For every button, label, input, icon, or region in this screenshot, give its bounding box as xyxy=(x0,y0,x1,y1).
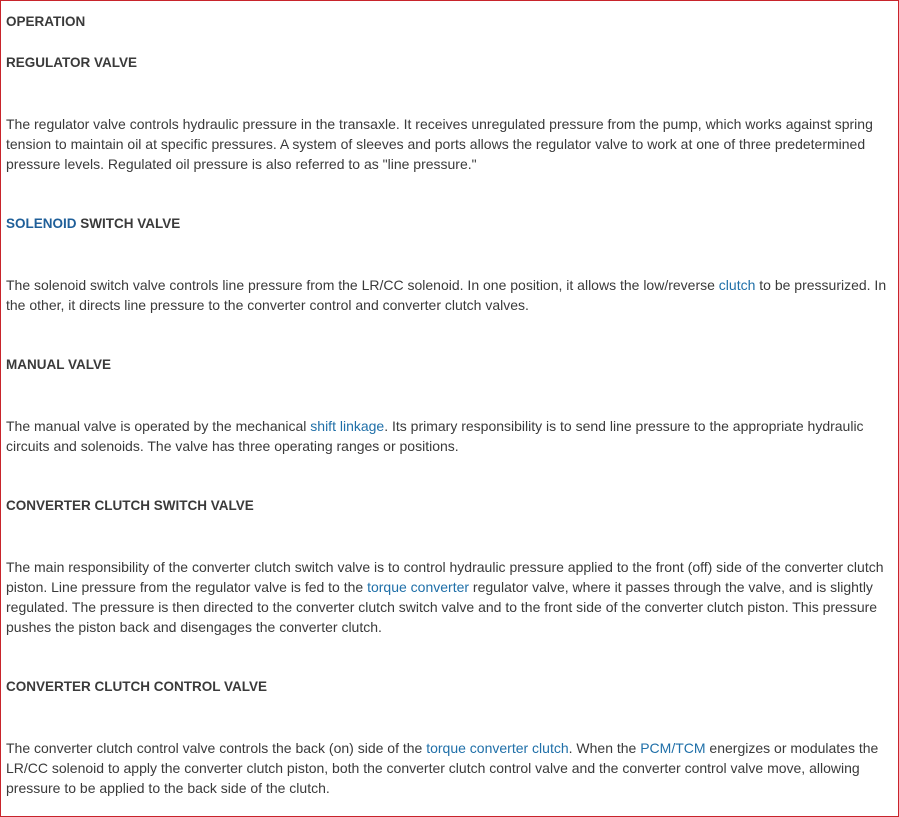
torque-converter-link[interactable]: torque converter xyxy=(367,579,470,595)
paragraph-regulator-valve: The regulator valve controls hydraulic pressure in the transaxle. It receives unregulated pressure from the pump, which works against spring tension to maintain oil at specific pressures. A system of sleeves and ports allows the regulator valve to work at one of three predetermined pressure levels. Regulated oil pressure is also referred to as "line pressure." xyxy=(6,116,873,172)
solenoid-link[interactable]: SOLENOID xyxy=(6,216,77,231)
paragraph-text: . Its primary responsibility is to send line pressure to the appropriate hydraulic circuits and solenoids. The valve has three operating ranges or positions. xyxy=(6,418,864,454)
section-heading-converter-clutch-switch-valve: CONVERTER CLUTCH SWITCH VALVE xyxy=(6,498,254,513)
heading-text: SWITCH VALVE xyxy=(76,216,181,231)
clutch-link[interactable]: clutch xyxy=(718,277,756,293)
paragraph-converter-clutch-switch-valve xyxy=(6,557,888,637)
section-heading-manual-valve: MANUAL VALVE xyxy=(6,357,112,372)
section-heading-solenoid-switch-valve xyxy=(6,214,888,234)
section-heading-operation: OPERATION xyxy=(6,14,86,29)
paragraph-text: The manual valve is operated by the mechanical xyxy=(6,418,311,434)
paragraph-text: The solenoid switch valve controls line pressure from the LR/CC solenoid. In one position, it allows the low/reverse xyxy=(6,277,719,293)
pcm-tcm-link[interactable]: PCM/TCM xyxy=(640,740,706,756)
torque-converter-clutch-link[interactable]: torque converter clutch xyxy=(426,740,569,756)
paragraph-text: energizes or modulates the LR/CC solenoid to apply the converter clutch piston, both the converter clutch control valve and the converter control valve move, allowing pressure to be applied to the back side of the clutch. xyxy=(6,740,879,796)
paragraph-text: to be pressurized. In the other, it directs line pressure to the converter control and converter clutch valves. xyxy=(6,277,887,313)
paragraph-text: The converter clutch control valve controls the back (on) side of the xyxy=(6,740,427,756)
section-heading-regulator-valve: REGULATOR VALVE xyxy=(6,55,138,70)
shift-linkage-link[interactable]: shift linkage xyxy=(310,418,385,434)
paragraph-text: . When the xyxy=(568,740,641,756)
section-heading-converter-clutch-control-valve: CONVERTER CLUTCH CONTROL VALVE xyxy=(6,679,268,694)
paragraph-converter-clutch-control-valve xyxy=(6,738,888,798)
paragraph-solenoid-switch-valve xyxy=(6,275,888,315)
paragraph-manual-valve xyxy=(6,416,888,456)
paragraph-text: regulator valve, where it passes through the valve, and is slightly regulated. The pressure is then directed to the converter clutch switch valve and to the front side of the converter clutch piston. This pressure pushes the piston back and disengages the converter clutch. xyxy=(6,579,878,635)
paragraph-text: The main responsibility of the converter clutch switch valve is to control hydraulic pressure applied to the front (off) side of the converter clutch piston. Line pressure from the regulator valve is fed to the xyxy=(6,559,884,595)
